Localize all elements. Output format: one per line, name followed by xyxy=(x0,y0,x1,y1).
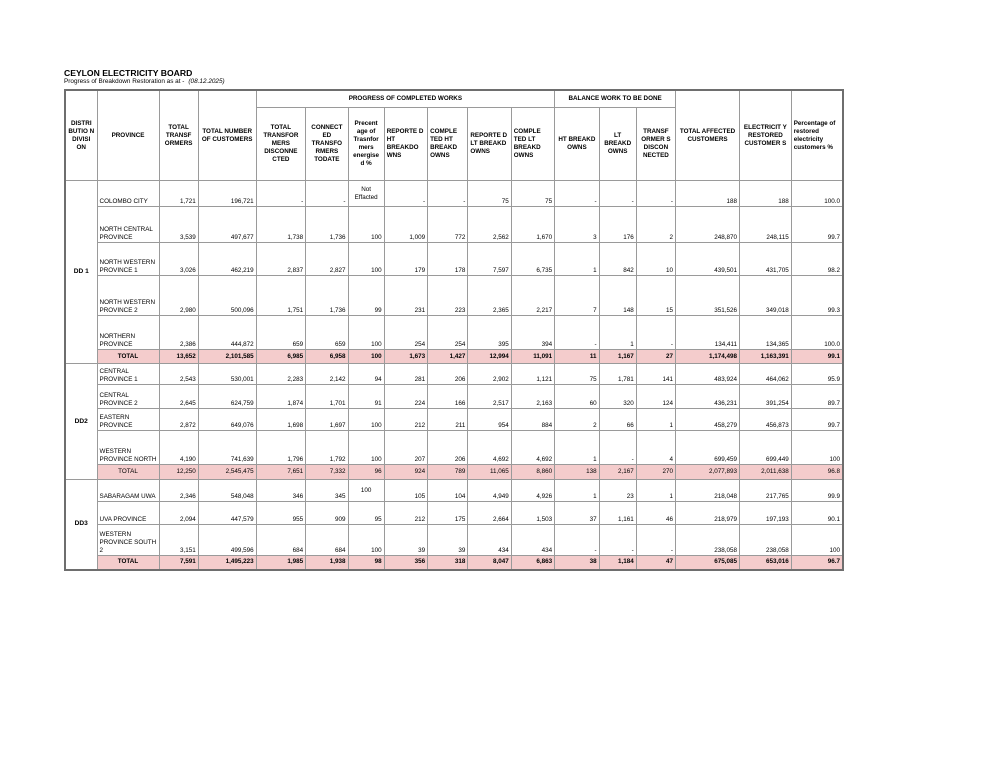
table-row xyxy=(65,207,843,243)
province-name: NORTH WESTERN PROVINCE 2 xyxy=(97,276,159,316)
cell: 218,048 xyxy=(676,480,740,502)
cell: 99.1 xyxy=(791,350,843,364)
col-header-total-affected: TOTAL AFFECTED CUSTOMERS xyxy=(676,90,740,181)
cell: 6,735 xyxy=(511,243,554,276)
cell: - xyxy=(428,181,468,207)
cell: 1,736 xyxy=(306,276,348,316)
cell: 6,958 xyxy=(306,350,348,364)
cell: 7,591 xyxy=(159,556,198,570)
cell: 94 xyxy=(348,364,384,385)
cell: 7,597 xyxy=(468,243,511,276)
cell: 391,254 xyxy=(740,385,792,409)
cell: 10 xyxy=(636,243,675,276)
cell: 12,250 xyxy=(159,465,198,480)
cell: 2,011,638 xyxy=(740,465,792,480)
cell: 4,926 xyxy=(511,480,554,502)
cell: 2 xyxy=(636,207,675,243)
cell: 100 xyxy=(348,243,384,276)
cell: 223 xyxy=(428,276,468,316)
province-name: NORTH CENTRAL PROVINCE xyxy=(97,207,159,243)
cell: 3,539 xyxy=(159,207,198,243)
col-header-connected: CONNECT ED TRANSFO RMERS TODATE xyxy=(306,108,348,181)
report-date: (08.12.2025) xyxy=(188,78,225,85)
cell: 2,827 xyxy=(306,243,348,276)
total-label: TOTAL xyxy=(97,465,159,480)
cell: 207 xyxy=(384,431,427,465)
cell: 100 xyxy=(791,431,843,465)
cell: 224 xyxy=(384,385,427,409)
cell: 248,870 xyxy=(676,207,740,243)
division-label: DD3 xyxy=(65,480,97,570)
cell: 772 xyxy=(428,207,468,243)
cell: 1 xyxy=(636,409,675,431)
cell: 206 xyxy=(428,431,468,465)
cell: 1,503 xyxy=(511,502,554,525)
cell: 624,759 xyxy=(198,385,256,409)
cell: 1,495,223 xyxy=(198,556,256,570)
col-header-ht-breakdowns: HT BREAKD OWNS xyxy=(555,108,599,181)
cell: 684 xyxy=(256,525,306,556)
cell: 2 xyxy=(555,409,599,431)
cell: 483,924 xyxy=(676,364,740,385)
group-header-balance: BALANCE WORK TO BE DONE xyxy=(555,90,676,108)
cell: 100.0 xyxy=(791,181,843,207)
cell: 954 xyxy=(468,409,511,431)
cell: 11,065 xyxy=(468,465,511,480)
cell: 548,048 xyxy=(198,480,256,502)
cell: 11 xyxy=(555,350,599,364)
cell: 254 xyxy=(428,316,468,350)
cell: 99.7 xyxy=(791,207,843,243)
cell: 100 xyxy=(348,316,384,350)
cell: - xyxy=(555,316,599,350)
cell: 211 xyxy=(428,409,468,431)
col-header-completed-lt: COMPLE TED LT BREAKD OWNS xyxy=(511,108,554,181)
col-header-restored: ELECTRICIT Y RESTORED CUSTOMER S xyxy=(740,90,792,181)
cell: 99.3 xyxy=(791,276,843,316)
cell: 1,184 xyxy=(599,556,636,570)
cell: 134,365 xyxy=(740,316,792,350)
restoration-table xyxy=(64,89,844,571)
cell: 166 xyxy=(428,385,468,409)
cell: 179 xyxy=(384,243,427,276)
cell: - xyxy=(636,525,675,556)
cell: 1 xyxy=(599,316,636,350)
cell: - xyxy=(256,181,306,207)
cell: 89.7 xyxy=(791,385,843,409)
cell: 439,501 xyxy=(676,243,740,276)
table-row xyxy=(65,431,843,465)
cell: 649,076 xyxy=(198,409,256,431)
cell: 699,459 xyxy=(676,431,740,465)
cell: 38 xyxy=(555,556,599,570)
cell: 105 xyxy=(384,480,427,502)
cell: - xyxy=(636,316,675,350)
cell: 1,174,498 xyxy=(676,350,740,364)
cell: 434 xyxy=(468,525,511,556)
cell: 254 xyxy=(384,316,427,350)
cell: 356 xyxy=(384,556,427,570)
cell: 395 xyxy=(468,316,511,350)
cell: 99 xyxy=(348,276,384,316)
cell: - xyxy=(599,431,636,465)
cell: 11,091 xyxy=(511,350,554,364)
cell: 104 xyxy=(428,480,468,502)
cell: 2,543 xyxy=(159,364,198,385)
cell: 447,579 xyxy=(198,502,256,525)
col-header-total-transformers: TOTAL TRANSF ORMERS xyxy=(159,90,198,181)
cell: 197,193 xyxy=(740,502,792,525)
cell: 27 xyxy=(636,350,675,364)
col-header-percent-energised: Precent age of Trasnfor mers energise d % xyxy=(348,108,384,181)
table-row xyxy=(65,409,843,431)
cell: 8,860 xyxy=(511,465,554,480)
report-title: CEYLON ELECTRICITY BOARD xyxy=(64,68,193,78)
cell: 90.1 xyxy=(791,502,843,525)
total-row xyxy=(65,350,843,364)
cell: 100 xyxy=(348,350,384,364)
cell: 176 xyxy=(599,207,636,243)
cell: 188 xyxy=(676,181,740,207)
cell: 1,698 xyxy=(256,409,306,431)
cell: 2,872 xyxy=(159,409,198,431)
cell: 47 xyxy=(636,556,675,570)
cell: 2,163 xyxy=(511,385,554,409)
cell: 500,096 xyxy=(198,276,256,316)
cell: 281 xyxy=(384,364,427,385)
cell: - xyxy=(555,181,599,207)
report-subtitle xyxy=(64,78,846,86)
cell: 2,645 xyxy=(159,385,198,409)
cell: 436,231 xyxy=(676,385,740,409)
cell: 320 xyxy=(599,385,636,409)
cell: 7,651 xyxy=(256,465,306,480)
cell: 1,874 xyxy=(256,385,306,409)
cell: 2,094 xyxy=(159,502,198,525)
report xyxy=(64,68,846,571)
cell: 4,692 xyxy=(468,431,511,465)
province-name: NORTH WESTERN PROVINCE 1 xyxy=(97,243,159,276)
cell: 1,009 xyxy=(384,207,427,243)
cell: 3,026 xyxy=(159,243,198,276)
cell: 39 xyxy=(428,525,468,556)
cell: 217,765 xyxy=(740,480,792,502)
cell: - xyxy=(555,525,599,556)
cell: 1,938 xyxy=(306,556,348,570)
cell: 741,639 xyxy=(198,431,256,465)
cell: 1,697 xyxy=(306,409,348,431)
division-label: DD2 xyxy=(65,364,97,480)
cell: 8,047 xyxy=(468,556,511,570)
cell: 434 xyxy=(511,525,554,556)
cell: 1,161 xyxy=(599,502,636,525)
cell: - xyxy=(636,181,675,207)
cell: 499,596 xyxy=(198,525,256,556)
cell: 98 xyxy=(348,556,384,570)
cell: - xyxy=(306,181,348,207)
table-row xyxy=(65,480,843,502)
cell: 6,863 xyxy=(511,556,554,570)
cell: 659 xyxy=(256,316,306,350)
col-header-transformers-disconnected: TRANSF ORMER S DISCON NECTED xyxy=(636,108,675,181)
cell: 75 xyxy=(555,364,599,385)
cell: 238,058 xyxy=(740,525,792,556)
cell: 497,677 xyxy=(198,207,256,243)
col-header-total-customers: TOTAL NUMBER OF CUSTOMERS xyxy=(198,90,256,181)
cell: 1,781 xyxy=(599,364,636,385)
province-name: COLOMBO CITY xyxy=(97,181,159,207)
col-header-province: PROVINCE xyxy=(97,90,159,181)
col-header-percentage-restored: Percentage of restored electricity customers % xyxy=(791,90,843,181)
cell: 100 xyxy=(348,409,384,431)
cell: 2,980 xyxy=(159,276,198,316)
division-label: DD 1 xyxy=(65,181,97,364)
cell: 96.8 xyxy=(791,465,843,480)
cell: 212 xyxy=(384,409,427,431)
cell: 1,427 xyxy=(428,350,468,364)
subtitle-text: Progress of Breakdown Restoration as at - xyxy=(64,78,185,85)
col-header-reported-ht: REPORTE D HT BREAKDO WNS xyxy=(384,108,427,181)
cell: 318 xyxy=(428,556,468,570)
table-row xyxy=(65,525,843,556)
cell: 659 xyxy=(306,316,348,350)
cell: 96 xyxy=(348,465,384,480)
cell: 7,332 xyxy=(306,465,348,480)
cell: 175 xyxy=(428,502,468,525)
cell: 188 xyxy=(740,181,792,207)
cell: 2,283 xyxy=(256,364,306,385)
cell: 2,386 xyxy=(159,316,198,350)
table-row xyxy=(65,276,843,316)
cell: 3 xyxy=(555,207,599,243)
cell: 2,167 xyxy=(599,465,636,480)
cell: 178 xyxy=(428,243,468,276)
cell: 60 xyxy=(555,385,599,409)
province-name: UVA PROVINCE xyxy=(97,502,159,525)
cell: 3,151 xyxy=(159,525,198,556)
group-header-completed: PROGRESS OF COMPLETED WORKS xyxy=(256,90,555,108)
province-name: CENTRAL PROVINCE 1 xyxy=(97,364,159,385)
cell: 2,101,585 xyxy=(198,350,256,364)
cell: 75 xyxy=(511,181,554,207)
cell: 349,018 xyxy=(740,276,792,316)
cell: 100 xyxy=(348,480,384,502)
cell: 345 xyxy=(306,480,348,502)
total-row xyxy=(65,556,843,570)
cell: 66 xyxy=(599,409,636,431)
cell: 100 xyxy=(348,525,384,556)
cell: 1,796 xyxy=(256,431,306,465)
cell: 346 xyxy=(256,480,306,502)
province-name: CENTRAL PROVINCE 2 xyxy=(97,385,159,409)
cell: 134,411 xyxy=(676,316,740,350)
cell: 6,985 xyxy=(256,350,306,364)
cell: 462,219 xyxy=(198,243,256,276)
cell: 530,001 xyxy=(198,364,256,385)
province-name: WESTERN PROVINCE SOUTH 2 xyxy=(97,525,159,556)
cell: 1 xyxy=(555,243,599,276)
cell: 2,346 xyxy=(159,480,198,502)
province-name: NORTHERN PROVINCE xyxy=(97,316,159,350)
cell: 124 xyxy=(636,385,675,409)
cell: 98.2 xyxy=(791,243,843,276)
cell: 91 xyxy=(348,385,384,409)
cell: 1,792 xyxy=(306,431,348,465)
cell: 2,562 xyxy=(468,207,511,243)
cell: 1,167 xyxy=(599,350,636,364)
col-header-disconnected: TOTAL TRANSFOR MERS DISCONNE CTED xyxy=(256,108,306,181)
col-header-reported-lt: REPORTE D LT BREAKD OWNS xyxy=(468,108,511,181)
cell: 12,994 xyxy=(468,350,511,364)
cell: 1,670 xyxy=(511,207,554,243)
cell: 100 xyxy=(791,525,843,556)
cell: 100.0 xyxy=(791,316,843,350)
cell: - xyxy=(599,181,636,207)
cell: 148 xyxy=(599,276,636,316)
total-label: TOTAL xyxy=(97,556,159,570)
table-row xyxy=(65,364,843,385)
cell: 248,115 xyxy=(740,207,792,243)
cell: 4,190 xyxy=(159,431,198,465)
cell: 1 xyxy=(555,431,599,465)
cell: 1,163,391 xyxy=(740,350,792,364)
cell: 464,062 xyxy=(740,364,792,385)
cell: 444,872 xyxy=(198,316,256,350)
cell: 2,142 xyxy=(306,364,348,385)
cell: Not Effacted xyxy=(348,181,384,207)
table-row xyxy=(65,243,843,276)
cell: 1,985 xyxy=(256,556,306,570)
cell: 1,751 xyxy=(256,276,306,316)
cell: 431,705 xyxy=(740,243,792,276)
cell: 1 xyxy=(636,480,675,502)
cell: 37 xyxy=(555,502,599,525)
col-header-lt-breakdowns: LT BREAKD OWNS xyxy=(599,108,636,181)
cell: 4,949 xyxy=(468,480,511,502)
cell: 2,077,893 xyxy=(676,465,740,480)
col-header-division: DISTRI BUTIO N DIVISI ON xyxy=(65,90,97,181)
cell: 2,545,475 xyxy=(198,465,256,480)
cell: 196,721 xyxy=(198,181,256,207)
cell: 95.9 xyxy=(791,364,843,385)
cell: 13,652 xyxy=(159,350,198,364)
total-label: TOTAL xyxy=(97,350,159,364)
cell: 2,365 xyxy=(468,276,511,316)
cell: 95 xyxy=(348,502,384,525)
col-header-completed-ht: COMPLE TED HT BREAKD OWNS xyxy=(428,108,468,181)
cell: 75 xyxy=(468,181,511,207)
cell: 1,736 xyxy=(306,207,348,243)
cell: 238,058 xyxy=(676,525,740,556)
table-row xyxy=(65,385,843,409)
cell: 909 xyxy=(306,502,348,525)
cell: 924 xyxy=(384,465,427,480)
cell: 141 xyxy=(636,364,675,385)
cell: 699,449 xyxy=(740,431,792,465)
cell: 1 xyxy=(555,480,599,502)
cell: 270 xyxy=(636,465,675,480)
cell: 2,902 xyxy=(468,364,511,385)
cell: 138 xyxy=(555,465,599,480)
cell: 394 xyxy=(511,316,554,350)
table-row xyxy=(65,181,843,207)
province-name: SABARAGAM UWA xyxy=(97,480,159,502)
cell: 789 xyxy=(428,465,468,480)
cell: 1,121 xyxy=(511,364,554,385)
cell: 23 xyxy=(599,480,636,502)
cell: 2,664 xyxy=(468,502,511,525)
cell: 1,673 xyxy=(384,350,427,364)
cell: 218,979 xyxy=(676,502,740,525)
cell: 1,738 xyxy=(256,207,306,243)
total-row xyxy=(65,465,843,480)
cell: - xyxy=(599,525,636,556)
cell: 456,873 xyxy=(740,409,792,431)
cell: 99.7 xyxy=(791,409,843,431)
cell: 884 xyxy=(511,409,554,431)
cell: 99.9 xyxy=(791,480,843,502)
cell: 39 xyxy=(384,525,427,556)
table-row xyxy=(65,316,843,350)
cell: 458,279 xyxy=(676,409,740,431)
cell: 2,217 xyxy=(511,276,554,316)
cell: 46 xyxy=(636,502,675,525)
cell: 2,517 xyxy=(468,385,511,409)
cell: - xyxy=(384,181,427,207)
cell: 955 xyxy=(256,502,306,525)
cell: 7 xyxy=(555,276,599,316)
cell: 351,526 xyxy=(676,276,740,316)
cell: 100 xyxy=(348,207,384,243)
cell: 100 xyxy=(348,431,384,465)
cell: 206 xyxy=(428,364,468,385)
cell: 684 xyxy=(306,525,348,556)
table-row xyxy=(65,502,843,525)
cell: 15 xyxy=(636,276,675,316)
cell: 4,692 xyxy=(511,431,554,465)
cell: 842 xyxy=(599,243,636,276)
cell: 1,701 xyxy=(306,385,348,409)
cell: 675,085 xyxy=(676,556,740,570)
province-name: WESTERN PROVINCE NORTH xyxy=(97,431,159,465)
cell: 212 xyxy=(384,502,427,525)
cell: 1,721 xyxy=(159,181,198,207)
cell: 2,837 xyxy=(256,243,306,276)
cell: 96.7 xyxy=(791,556,843,570)
cell: 653,016 xyxy=(740,556,792,570)
cell: 231 xyxy=(384,276,427,316)
province-name: EASTERN PROVINCE xyxy=(97,409,159,431)
cell: 4 xyxy=(636,431,675,465)
